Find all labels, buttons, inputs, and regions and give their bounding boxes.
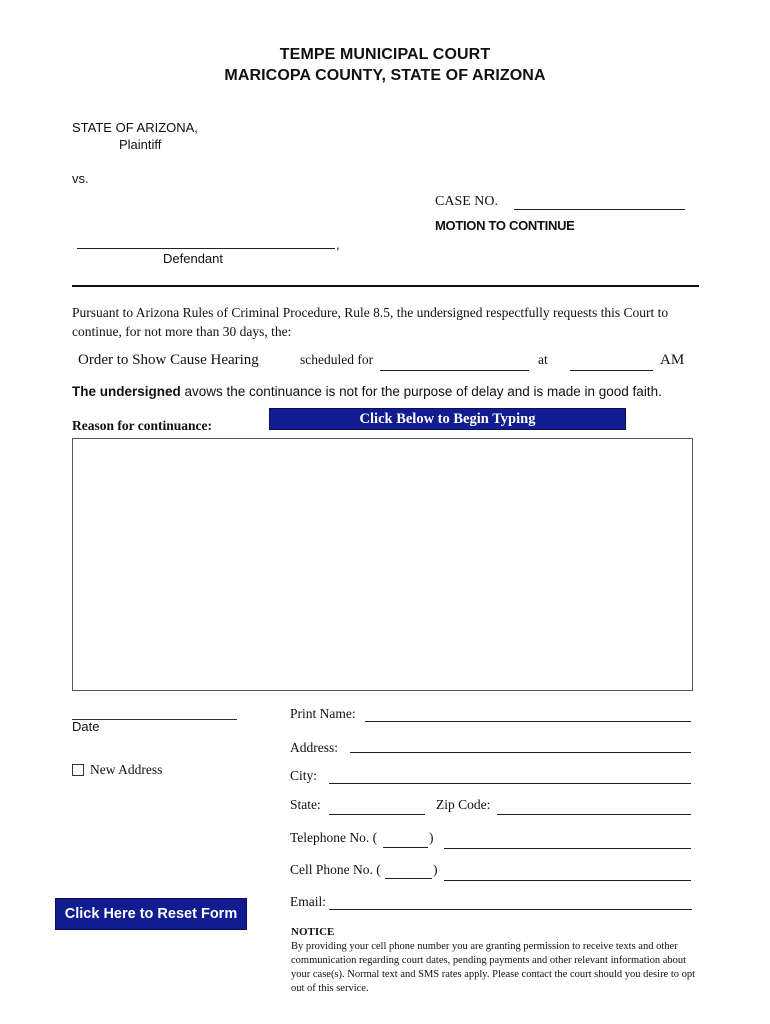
defendant-name-input[interactable]: [77, 232, 335, 249]
am-pm-select[interactable]: AM: [660, 352, 685, 368]
defendant-comma: ,: [336, 237, 340, 252]
hearing-date-input[interactable]: [380, 354, 529, 371]
court-county-state: MARICOPA COUNTY, STATE OF ARIZONA: [224, 67, 546, 84]
email-input[interactable]: [329, 893, 692, 910]
avowal-bold: The undersigned: [72, 384, 181, 399]
begin-typing-button[interactable]: Click Below to Begin Typing: [269, 408, 626, 430]
print-name-input[interactable]: [365, 705, 691, 722]
state-input[interactable]: [329, 798, 425, 815]
telephone-number-input[interactable]: [444, 832, 691, 849]
print-name-label: Print Name:: [290, 706, 356, 721]
scheduled-for-label: scheduled for: [300, 352, 374, 367]
city-input[interactable]: [329, 767, 691, 784]
reset-form-button[interactable]: Click Here to Reset Form: [55, 898, 247, 930]
plaintiff-role: Plaintiff: [119, 137, 162, 152]
avowal-rest: avows the continuance is not for the purpose of delay and is made in good faith.: [180, 384, 662, 399]
avowal-statement: [72, 384, 662, 399]
new-address-checkbox[interactable]: [72, 764, 84, 776]
address-input[interactable]: [350, 736, 691, 753]
address-label: Address:: [290, 740, 338, 755]
case-no-label: CASE NO.: [435, 194, 499, 209]
case-no-input[interactable]: [514, 193, 685, 210]
plaintiff-name: STATE OF ARIZONA,: [72, 120, 198, 135]
telephone-area-code-input[interactable]: [383, 831, 428, 848]
intro-paragraph: Pursuant to Arizona Rules of Criminal Procedure, Rule 8.5, the undersigned respectfully requests this Court to continue, for not more than 30 days, the:: [72, 305, 669, 339]
notice-text: By providing your cell phone number you are granting permission to receive texts and other communication regarding court dates, pending payments and other relevant information about your case(s). Normal text and SMS rates apply. Please contact the court should you desire to opt out of this service.: [291, 941, 696, 994]
zip-label: Zip Code:: [436, 797, 491, 812]
state-label: State:: [290, 797, 321, 812]
date-input[interactable]: [72, 703, 237, 720]
reason-label: Reason for continuance:: [72, 418, 212, 433]
city-label: City:: [290, 768, 318, 783]
telephone-paren-close: ): [429, 830, 434, 845]
new-address-label: New Address: [90, 762, 163, 777]
zip-input[interactable]: [497, 798, 691, 815]
cell-paren-close: ): [433, 862, 438, 877]
notice-heading: NOTICE: [291, 926, 335, 938]
caption-divider: [72, 285, 699, 287]
court-name: TEMPE MUNICIPAL COURT: [279, 46, 491, 63]
date-label: Date: [72, 719, 100, 734]
cell-area-code-input[interactable]: [385, 862, 432, 879]
cell-phone-label: Cell Phone No. (: [290, 862, 381, 877]
at-label: at: [538, 352, 548, 367]
versus-label: vs.: [72, 171, 89, 186]
motion-title: MOTION TO CONTINUE: [435, 218, 575, 233]
email-label: Email:: [290, 894, 326, 909]
cell-number-input[interactable]: [444, 864, 691, 881]
reason-textarea[interactable]: [72, 438, 693, 691]
hearing-type-select[interactable]: Order to Show Cause Hearing: [78, 352, 259, 368]
hearing-time-input[interactable]: [570, 354, 653, 371]
defendant-role: Defendant: [163, 251, 223, 266]
telephone-label: Telephone No. (: [290, 830, 378, 845]
